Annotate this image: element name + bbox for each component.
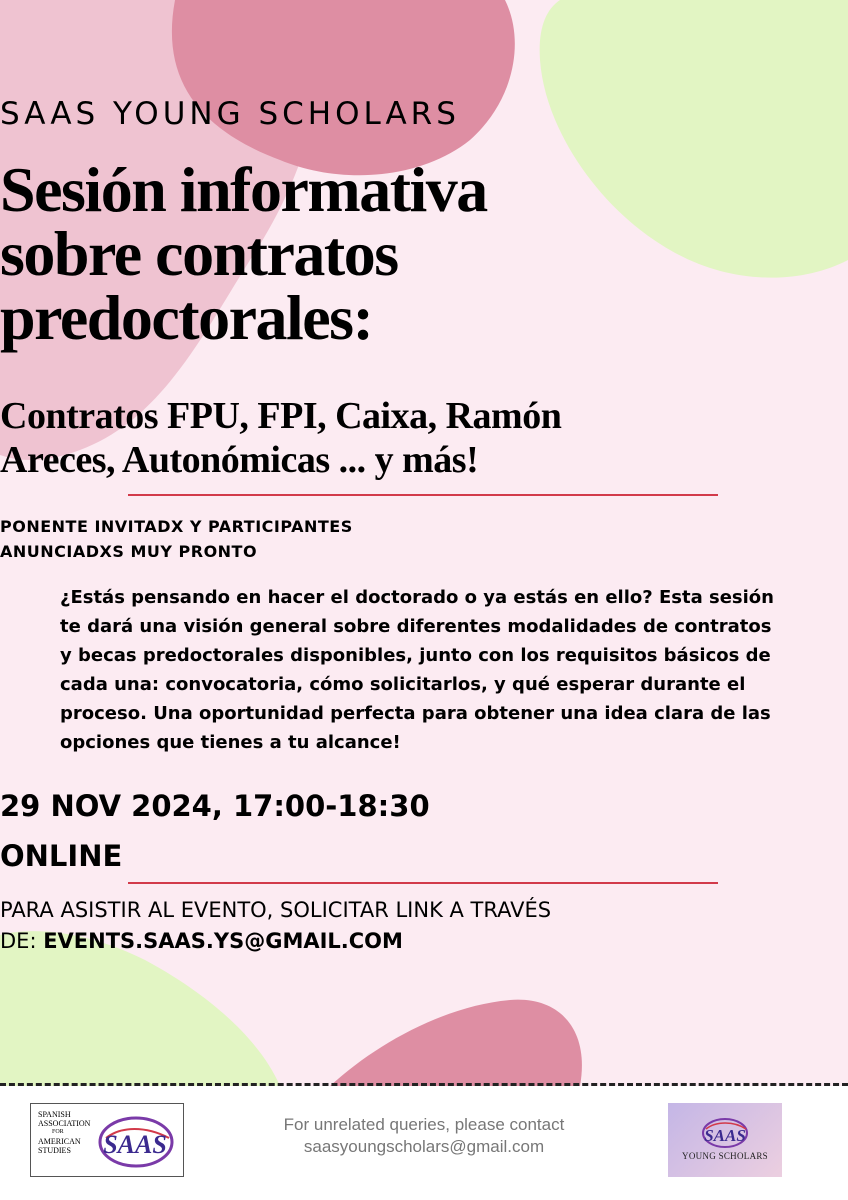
title-line: sobre contratos (0, 218, 398, 289)
logo-caption: YOUNG SCHOLARS (682, 1151, 768, 1161)
attend-prefix: DE: (0, 929, 44, 953)
logo-text-line: STUDIES (38, 1146, 71, 1155)
subtitle-line: Areces, Autonómicas ... y más! (0, 439, 479, 481)
speaker-line: ANUNCIADXS MUY PRONTO (0, 542, 258, 561)
event-date: 29 NOV 2024, 17:00-18:30 (0, 789, 430, 823)
attend-email-link[interactable]: EVENTS.SAAS.YS@GMAIL.COM (43, 929, 403, 953)
title-line: Sesión informativa (0, 154, 487, 225)
attend-line (0, 926, 848, 957)
logo-mark: SAAS (704, 1126, 746, 1145)
footer-email-link[interactable]: saasyoungscholars@gmail.com (303, 1137, 545, 1156)
subtitle-line: Contratos FPU, FPI, Caixa, Ramón (0, 395, 562, 437)
event-mode: ONLINE (0, 839, 123, 873)
subtitle (0, 394, 848, 482)
saas-monogram-icon (698, 1111, 752, 1151)
young-scholars-logo (668, 1103, 782, 1177)
attend-line: PARA ASISTIR AL EVENTO, SOLICITAR LINK A TRAVÉS (0, 898, 552, 922)
page-title (0, 154, 848, 353)
speaker-line: PONENTE INVITADX Y PARTICIPANTES (0, 517, 353, 536)
logo-text-line: SPANISH (38, 1110, 71, 1119)
divider-top (128, 494, 718, 496)
speaker-notice (0, 514, 848, 564)
title-line: predoctorales: (0, 282, 373, 353)
logo-mark: SAAS (103, 1130, 167, 1159)
divider-bottom (128, 882, 718, 884)
logo-text-line: AMERICAN (38, 1137, 81, 1146)
event-kicker: SAAS YOUNG SCHOLARS (0, 96, 460, 132)
attend-instructions (0, 895, 848, 957)
logo-text-line: ASSOCIATION (38, 1119, 91, 1128)
logo-text-line: FOR (52, 1129, 64, 1135)
blob-pink-bottom (330, 1000, 582, 1086)
event-description: ¿Estás pensando en hacer el doctorado o ya estás en ello? Esta sesión te dará una visión general sobre diferentes modalidades de contratos y becas predoctorales disponibles, junto con los requisitos básicos de cada una: convocatoria, cómo solicitarlos, y qué esperar durante el proceso. Una oportunidad perfecta para obtener una idea clara de las opciones que tienes a tu alcance! (60, 587, 774, 753)
footer-line: For unrelated queries, please contact (283, 1115, 565, 1134)
